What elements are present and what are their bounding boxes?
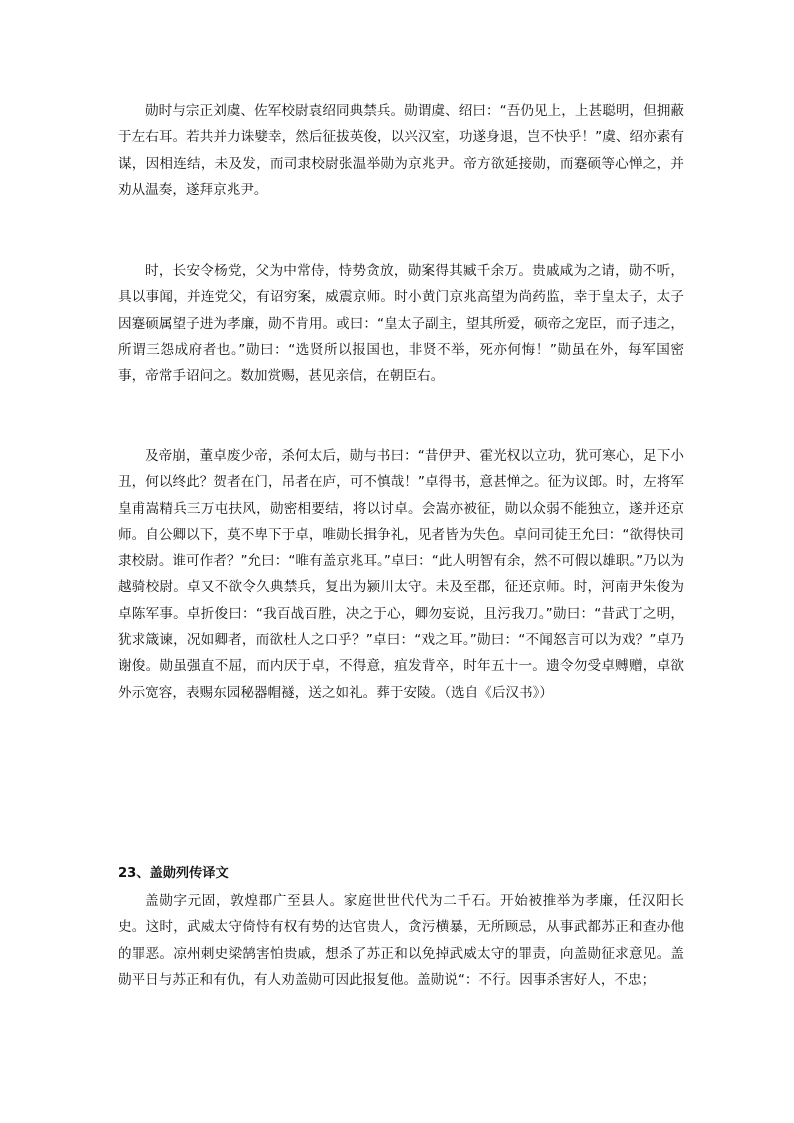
- translation-paragraph: 盖勋字元固，敦煌郡广至县人。家庭世世代代为二千石。开始被推举为孝廉，任汉阳长史。这时，武威太守倚恃有权有势的达官贵人，贪污横暴，无所顾忌，从事武都苏正和查办他的罪恶。凉州刺史梁鹄害怕贵戚，想杀了苏正和以免掉武威太守的罪责，向盖勋征求意见。盖勋平日与苏正和有仇，有人劝盖勋可因此报复他。盖勋说“：不行。因事杀害好人，不忠；: [118, 893, 684, 988]
- section-heading: 23、盖勋列传译文: [118, 866, 229, 881]
- paragraph-3: 及帝崩，董卓废少帝，杀何太后，勋与书曰：“昔伊尹、霍光权以立功，犹可寒心，足下小丑，何以终此？贺者在门，吊者在庐，可不慎哉！”卓得书，意甚惮之。征为议郎。时，左将军皇甫嵩精兵三万屯扶风，勋密相要结，将以讨卓。会嵩亦被征，勋以众弱不能独立，遂并还京师。自公卿以下，莫不卑下于卓，唯勋长揖争礼，见者皆为失色。卓问司徒王允曰：“欲得快司隶校尉。谁可作者？”允曰：“唯有盖京兆耳。”卓曰：“此人明智有余，然不可假以雄职。”乃以为越骑校尉。卓又不欲令久典禁兵，复出为颍川太守。未及至郡，征还京师。时，河南尹朱俊为卓陈军事。卓折俊曰：“我百战百胜，决之于心，卿勿妄说，且污我刀。”勋曰：“昔武丁之明，犹求箴谏，况如卿者，而欲杜人之口乎？”卓曰：“戏之耳。”勋曰：“不闻怒言可以为戏？”卓乃谢俊。勋虽强直不屈，而内厌于卓，不得意，疽发背卒，时年五十一。遗令勿受卓赙赠，卓欲外示宽容，表赐东园秘器帽襚，送之如礼。葬于安陵。（选自《后汉书》）: [118, 448, 684, 701]
- paragraph-1: 勋时与宗正刘虞、佐军校尉袁绍同典禁兵。勋谓虞、绍曰：“吾仍见上，上甚聪明，但拥蔽于左右耳。若共并力诛嬖幸，然后征拔英俊，以兴汉室，功遂身退，岂不快乎！”虞、绍亦素有谋，因相连结，未及发，而司隶校尉张温举勋为京兆尹。帝方欲延接勋，而蹇硕等心惮之，并劝从温奏，遂拜京兆尹。: [118, 103, 684, 198]
- paragraph-2: 时，长安令杨党，父为中常侍，恃势贪放，勋案得其臧千余万。贵戚咸为之请，勋不听，具以事闻，并连党父，有诏穷案，威震京师。时小黄门京兆高望为尚药监，幸于皇太子，太子因蹇硕属望子进为孝廉，勋不肯用。或曰：“皇太子副主，望其所爱，硕帝之宠臣，而子违之，所谓三怨成府者也。”勋曰：“选贤所以报国也，非贤不举，死亦何悔！”勋虽在外，每军国密事，帝常手诏问之。数加赏赐，甚见亲信，在朝臣右。: [118, 263, 684, 385]
